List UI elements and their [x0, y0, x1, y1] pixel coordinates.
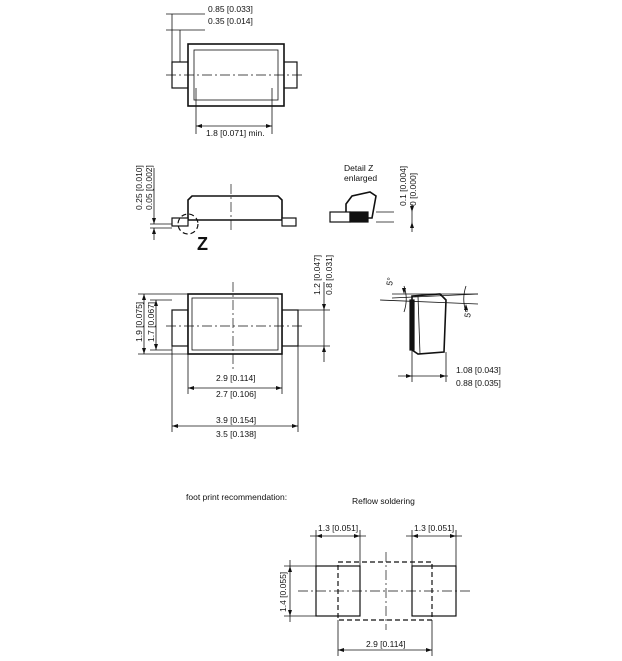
end-dim-width-min: 0.88 [0.035] [456, 378, 501, 388]
front-dim-height-max: 1.9 [0.075] [134, 301, 144, 342]
footprint-dim-body-span: 2.9 [0.114] [366, 639, 406, 649]
footprint-subheading: Reflow soldering [352, 496, 415, 506]
front-dim-lead-min: 0.8 [0.031] [324, 254, 334, 295]
detail-z-subtitle: enlarged [344, 173, 378, 183]
front-view-body [188, 294, 282, 354]
front-dim-body-max: 2.9 [0.114] [216, 373, 256, 383]
front-view [138, 282, 330, 432]
footprint-dim-pad-height: 1.4 [0.055] [278, 571, 288, 612]
side-view-right-lead [282, 218, 296, 226]
footprint-dim-pad-left: 1.3 [0.051] [318, 523, 359, 533]
front-dim-total-max: 3.9 [0.154] [216, 415, 257, 425]
detail-z-marker: Z [197, 234, 208, 254]
footprint-view [284, 530, 470, 656]
footprint-heading: foot print recommendation: [186, 492, 288, 502]
top-view [166, 14, 304, 134]
front-view-right-lead [282, 310, 298, 346]
top-dim-gap-min: 1.8 [0.071] min. [206, 128, 265, 138]
front-dim-lead-max: 1.2 [0.047] [312, 254, 322, 295]
footprint-dim-pad-right: 1.3 [0.051] [414, 523, 455, 533]
detail-dim-max: 0.1 [0.004] [398, 165, 408, 206]
front-dim-body-min: 2.7 [0.106] [216, 389, 257, 399]
end-view-body [412, 294, 446, 354]
detail-dim-min: 0 [0.000] [408, 172, 418, 206]
detail-z-lead [330, 212, 350, 222]
top-dim-pad-min: 0.35 [0.014] [208, 16, 253, 26]
side-view-left-lead [172, 218, 188, 226]
end-angle-top: 5° [384, 276, 396, 287]
end-angle-bottom: 5° [462, 308, 474, 319]
side-view-body [188, 196, 282, 220]
side-dim-standoff-min: 0.05 [0.002] [144, 165, 154, 210]
front-dim-total-min: 3.5 [0.138] [216, 429, 257, 439]
front-dim-height-min: 1.7 [0.067] [146, 301, 156, 342]
top-dim-pad-max: 0.85 [0.033] [208, 4, 253, 14]
end-dim-width-max: 1.08 [0.043] [456, 365, 501, 375]
front-view-left-lead [172, 310, 188, 346]
side-view [150, 168, 296, 240]
detail-z-title: Detail Z [344, 163, 374, 173]
side-dim-standoff-max: 0.25 [0.010] [134, 165, 144, 210]
